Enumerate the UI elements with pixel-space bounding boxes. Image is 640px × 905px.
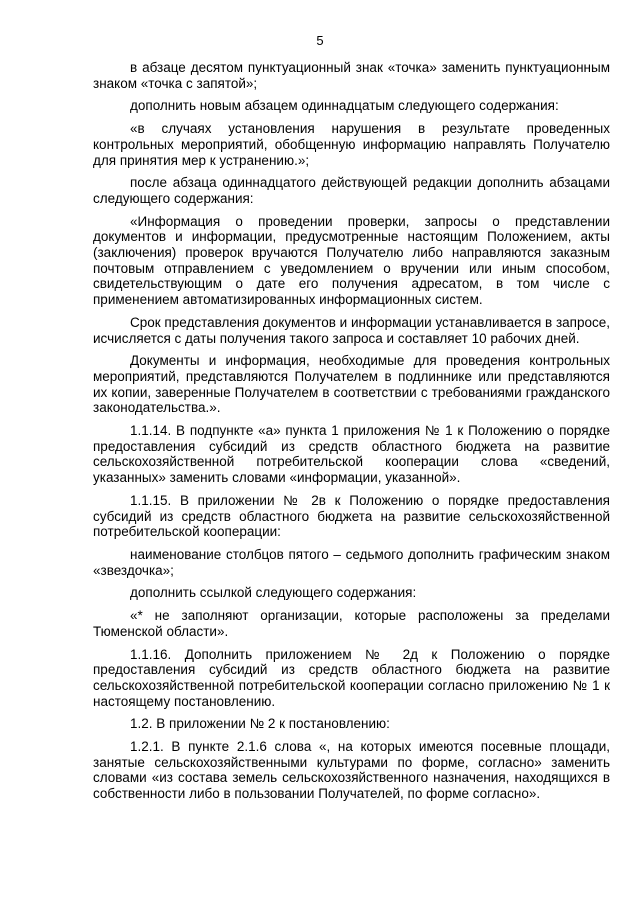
paragraph: Документы и информация, необходимые для проведения контрольных мероприятий, представляются Получателем в подлиннике или представляются их копии, заверенные Получателем в соответствии с требованиями гражданского законодательства.». bbox=[93, 353, 610, 416]
page-number: 5 bbox=[316, 33, 324, 48]
paragraph: после абзаца одиннадцатого действующей редакции дополнить абзацами следующего содержания: bbox=[93, 175, 610, 206]
paragraph: «Информация о проведении проверки, запросы о представлении документов и информации, предусмотренные настоящим Положением, акты (заключения) проверок вручаются Получателю либо направляются заказным почтовым отправлением с уведомлением о вручении или иным способом, свидетельствующим о дате его получения адресатом, в том числе с применением автоматизированных информационных систем. bbox=[93, 213, 610, 308]
document-body bbox=[93, 60, 610, 809]
paragraph: дополнить новым абзацем одиннадцатым следующего содержания: bbox=[130, 98, 559, 114]
paragraph: 1.1.14. В подпункте «а» пункта 1 приложения № 1 к Положению о порядке предоставления субсидий из средств областного бюджета на развитие сельскохозяйственной потребительской кооперации слова «сведений, указанных» заменить словами «информации, указанной». bbox=[93, 423, 610, 486]
paragraph: 1.2. В приложении № 2 к постановлению: bbox=[130, 716, 390, 732]
paragraph: дополнить ссылкой следующего содержания: bbox=[130, 585, 417, 601]
paragraph: «* не заполняют организации, которые расположены за пределами Тюменской области». bbox=[93, 608, 610, 639]
paragraph: 1.1.15. В приложении № 2в к Положению о порядке предоставления субсидий из средств областного бюджета на развитие сельскохозяйственной потребительской кооперации: bbox=[93, 492, 610, 540]
paragraph: в абзаце десятом пунктуационный знак «точка» заменить пунктуационным знаком «точка с запятой»; bbox=[93, 60, 610, 91]
paragraph: наименование столбцов пятого – седьмого дополнить графическим знаком «звездочка»; bbox=[93, 546, 610, 578]
paragraph: «в случаях установления нарушения в результате проведенных контрольных мероприятий, обобщенную информацию направлять Получателю для принятия мер к устранению.»; bbox=[93, 121, 610, 168]
paragraph: 1.1.16. Дополнить приложением № 2д к Положению о порядке предоставления субсидий из средств областного бюджета на развитие сельскохозяйственной потребительской кооперации согласно приложению № 1 к настоящему постановлению. bbox=[93, 646, 610, 709]
paragraph: 1.2.1. В пункте 2.1.6 слова «, на которых имеются посевные площади, занятые сельскохозяйственными культурами по форме, согласно» заменить словами «из состава земель сельскохозяйственного назначения, находящихся в собственности либо в пользовании Получателей, по форме согласно». bbox=[93, 739, 610, 802]
paragraph: Срок представления документов и информации устанавливается в запросе, исчисляется с даты получения такого запроса и составляет 10 рабочих дней. bbox=[93, 314, 610, 346]
